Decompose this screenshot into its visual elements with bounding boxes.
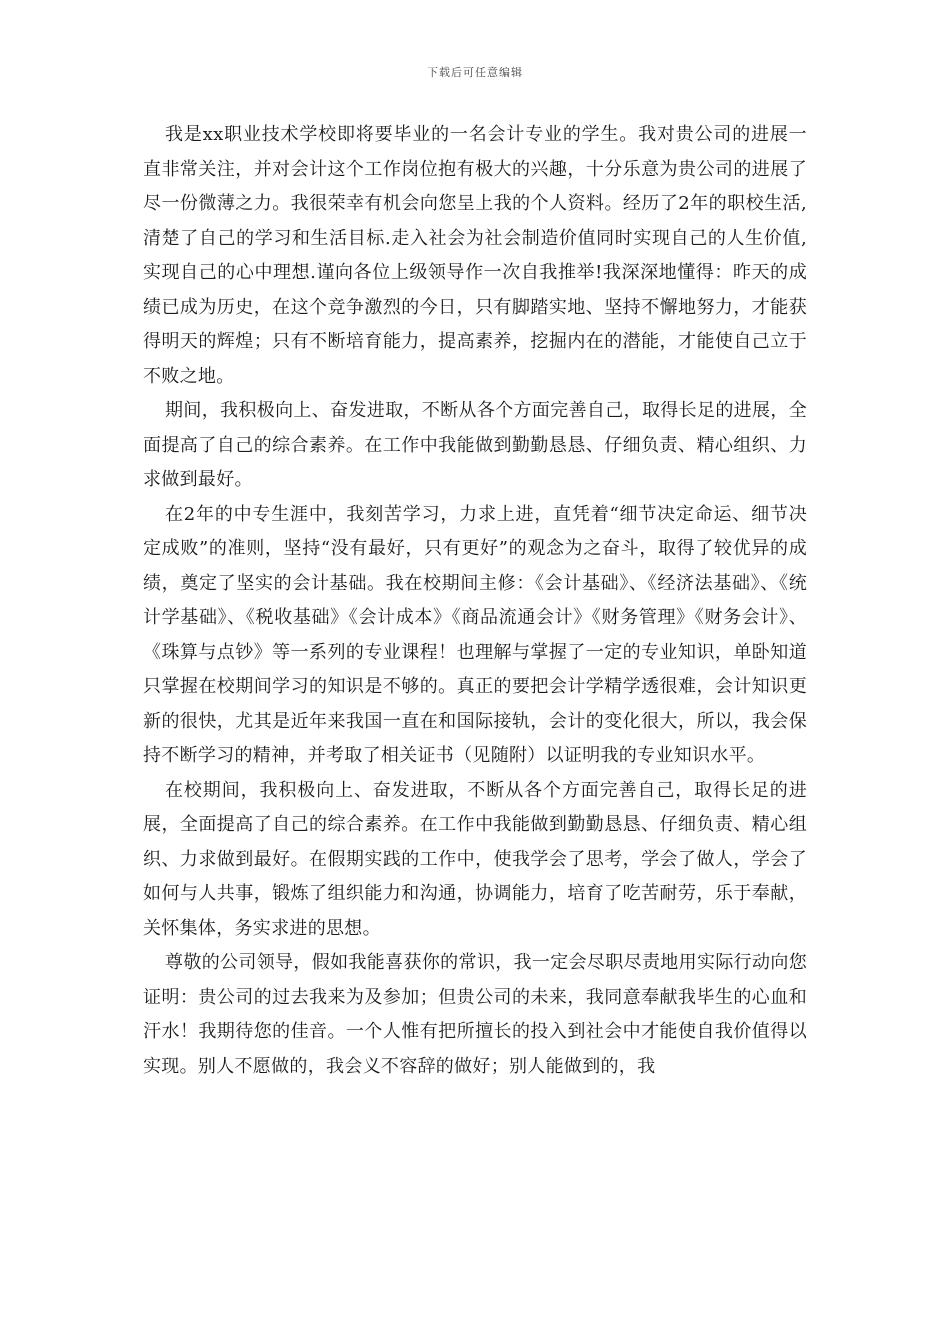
paragraph-closing: 尊敬的公司领导，假如我能喜获你的常识，我一定会尽职尽责地用实际行动向您证明：贵公司的过去我来为及参加；但贵公司的未来，我同意奉献我毕生的心血和汗水！我期待您的佳音。一个人惟有把所擅长的投入到社会中才能使自我价值得以实现。别人不愿做的，我会义不容辞的做好；别人能做到的，我 bbox=[143, 952, 807, 1077]
paragraph-school: 在校期间，我积极向上、奋发进取，不断从各个方面完善自己，取得长足的进展，全面提高了自己的综合素养。在工作中我能做到勤勤恳恳、仔细负责、精心组织、力求做到最好。在假期实践的工作中，使我学会了思考，学会了做人，学会了如何与人共事，锻炼了组织能力和沟通，协调能力，培育了吃苦耐劳，乐于奉献，关怀集体，务实求进的思想。 bbox=[143, 779, 807, 939]
paragraph-intro: 我是xx职业技术学校即将要毕业的一名会计专业的学生。我对贵公司的进展一直非常关注，并对会计这个工作岗位抱有极大的兴趣，十分乐意为贵公司的进展了尽一份微薄之力。我很荣幸有机会向您呈上我的个人资料。经历了2年的职校生活,清楚了自己的学习和生活目标.走入社会为社会制造价值同时实现自己的人生价值,实现自己的心中理想.谨向各位上级领导作一次自我推举!我深深地懂得：昨天的成绩已成为历史，在这个竞争激烈的今日，只有脚踏实地、坚持不懈地努力，才能获得明天的辉煌；只有不断培育能力，提高素养，挖掘内在的潜能，才能使自己立于不败之地。 bbox=[143, 124, 807, 387]
paragraph-period: 期间，我积极向上、奋发进取，不断从各个方面完善自己，取得长足的进展，全面提高了自己的综合素养。在工作中我能做到勤勤恳恳、仔细负责、精心组织、力求做到最好。 bbox=[143, 400, 807, 490]
page-header: 下载后可任意编辑 bbox=[427, 66, 523, 79]
paragraph-study: 在2年的中专生涯中，我刻苦学习，力求上进，直凭着“细节决定命运、细节决定成败”的准则，坚持“没有最好，只有更好”的观念为之奋斗，取得了较优异的成绩，奠定了坚实的会计基础。我在校期间主修：《会计基础》、《经济法基础》、《统计学基础》、《税收基础》《会计成本》《商品流通会计》《财务管理》《财务会计》、《珠算与点钞》等一系列的专业课程！也理解与掌握了一定的专业知识，单卧知道只掌握在校期间学习的知识是不够的。真正的要把会计学精学透很难，会计知识更新的很快，尤其是近年来我国一直在和国际接轨，会计的变化很大，所以，我会保持不断学习的精神，并考取了相关证书（见随附）以证明我的专业知识水平。 bbox=[143, 503, 807, 766]
document-body bbox=[143, 118, 807, 1084]
